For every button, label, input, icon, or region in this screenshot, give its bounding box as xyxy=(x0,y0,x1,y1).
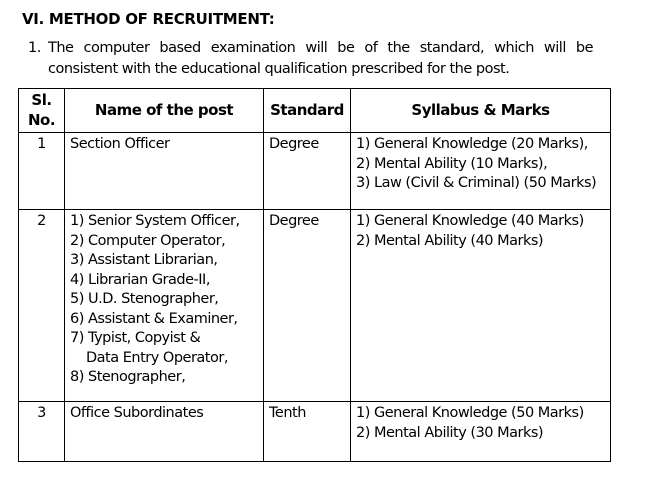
post-names xyxy=(65,402,264,462)
paragraph-1 xyxy=(28,38,593,80)
table-row xyxy=(19,133,611,210)
syllabus xyxy=(351,210,611,402)
post-name: Data Entry Operator, xyxy=(86,349,228,366)
syllabus xyxy=(351,133,611,210)
post-names xyxy=(65,210,264,402)
header-syllabus: Syllabus & Marks xyxy=(351,89,611,133)
header-standard: Standard xyxy=(264,89,351,133)
syllabus-item: 1) General Knowledge (40 Marks) xyxy=(356,213,584,229)
syllabus-item: 3) Law (Civil & Criminal) (50 Marks) xyxy=(356,175,597,191)
syllabus-item: 1) General Knowledge (50 Marks) xyxy=(356,405,584,421)
standard: Tenth xyxy=(264,402,351,462)
sl-no: 2 xyxy=(19,210,65,402)
paragraph-number: 1. xyxy=(28,40,41,56)
recruitment-table xyxy=(18,88,611,462)
syllabus-item: 1) General Knowledge (20 Marks), xyxy=(356,136,588,152)
paragraph-line: The computer based examination will be of the standard, which will be xyxy=(48,40,593,56)
post-name: 2) Computer Operator, xyxy=(70,232,226,249)
paragraph-line: consistent with the educational qualification prescribed for the post. xyxy=(48,61,510,77)
table-header-row xyxy=(19,89,611,133)
post-name: 5) U.D. Stenographer, xyxy=(70,291,219,307)
syllabus-item: 2) Mental Ability (40 Marks) xyxy=(356,232,544,249)
standard: Degree xyxy=(264,133,351,210)
header-post: Name of the post xyxy=(65,89,264,133)
syllabus-item: 2) Mental Ability (30 Marks) xyxy=(356,424,544,441)
post-name: 4) Librarian Grade-II, xyxy=(70,271,210,288)
post-name: 1) Senior System Officer, xyxy=(70,213,240,229)
table-row xyxy=(19,210,611,402)
post-name: 3) Assistant Librarian, xyxy=(70,252,218,268)
standard: Degree xyxy=(264,210,351,402)
table-row xyxy=(19,402,611,462)
post-name: Section Officer xyxy=(70,136,170,152)
sl-no: 3 xyxy=(19,402,65,462)
post-name: 6) Assistant & Examiner, xyxy=(70,310,238,327)
syllabus-item: 2) Mental Ability (10 Marks), xyxy=(356,155,548,172)
post-name: 8) Stenographer, xyxy=(70,369,186,385)
header-sl-no: Sl. No. xyxy=(19,89,65,133)
sl-no: 1 xyxy=(19,133,65,210)
post-name: 7) Typist, Copyist & xyxy=(70,330,201,346)
post-names xyxy=(65,133,264,210)
post-name: Office Subordinates xyxy=(70,405,204,421)
syllabus xyxy=(351,402,611,462)
section-heading: VI. METHOD OF RECRUITMENT: xyxy=(22,10,275,28)
